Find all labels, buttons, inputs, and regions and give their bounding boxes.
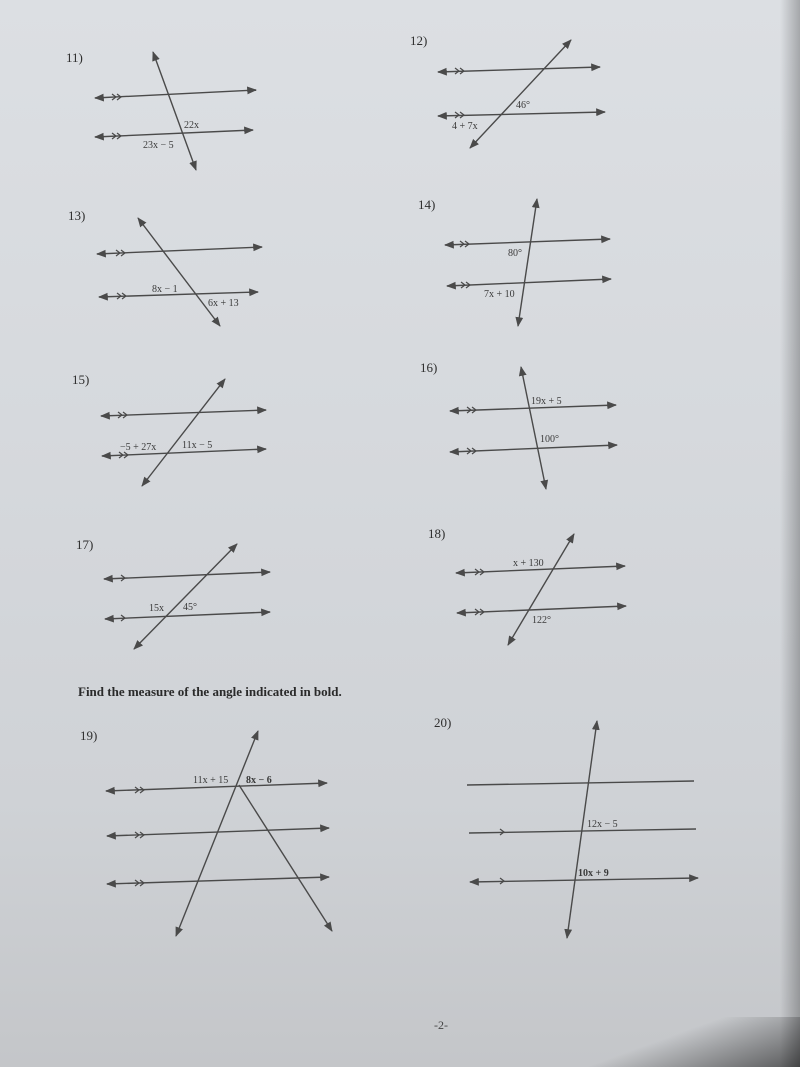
transversal <box>134 544 237 649</box>
transversal <box>138 218 220 326</box>
diagram-15 <box>72 372 266 486</box>
angle-label: 11x − 5 <box>182 440 213 451</box>
transversal <box>142 379 225 486</box>
angle-label: 7x + 10 <box>484 289 515 300</box>
problem-number: 15) <box>72 372 90 387</box>
transversal <box>518 199 537 326</box>
angle-label: 11x + 15 <box>193 775 229 786</box>
angle-label: 4 + 7x <box>452 121 478 132</box>
transversal <box>239 785 332 931</box>
angle-label-bold: 8x − 6 <box>246 775 272 786</box>
diagram-14 <box>418 197 611 326</box>
parallel-line <box>101 410 266 416</box>
problem-number: 14) <box>418 197 436 212</box>
page-number: -2- <box>434 1018 448 1032</box>
angle-label: 45° <box>183 602 197 613</box>
angle-label: 19x + 5 <box>531 396 562 407</box>
diagram-20 <box>434 715 698 938</box>
diagram-19 <box>80 728 332 936</box>
diagram-12 <box>410 33 605 148</box>
parallel-line <box>447 279 611 286</box>
problem-number: 20) <box>434 715 452 730</box>
parallel-line <box>95 90 256 98</box>
problem-number: 16) <box>420 360 438 375</box>
angle-label: 15x <box>149 603 164 614</box>
angle-label: 80° <box>508 248 522 259</box>
angle-label: 12x − 5 <box>587 819 618 830</box>
transversal <box>153 52 196 170</box>
angle-label-bold: 10x + 9 <box>578 868 609 879</box>
angle-label: 46° <box>516 100 530 111</box>
problem-number: 18) <box>428 526 446 541</box>
parallel-line <box>105 612 270 619</box>
diagram-18 <box>428 526 626 645</box>
parallel-line <box>95 130 253 137</box>
problem-number: 12) <box>410 33 428 48</box>
angle-label: 6x + 13 <box>208 298 239 309</box>
angle-label: 23x − 5 <box>143 140 174 151</box>
transversal <box>508 534 574 645</box>
angle-label: x + 130 <box>513 558 544 569</box>
diagram-11 <box>66 50 256 170</box>
parallel-line <box>104 572 270 579</box>
instruction-heading: Find the measure of the angle indicated in bold. <box>78 684 342 699</box>
diagram-13 <box>68 208 262 326</box>
problem-number: 13) <box>68 208 86 223</box>
parallel-line <box>457 606 626 613</box>
parallel-line <box>467 781 694 785</box>
diagram-16 <box>420 360 617 489</box>
angle-label: 8x − 1 <box>152 284 178 295</box>
angle-label: 22x <box>184 120 199 131</box>
parallel-line <box>99 292 258 297</box>
problem-number: 11) <box>66 50 83 65</box>
angle-label: 122° <box>532 615 551 626</box>
transversal <box>521 367 546 489</box>
problem-number: 17) <box>76 537 94 552</box>
angle-label: −5 + 27x <box>120 442 157 453</box>
angle-label: 100° <box>540 434 559 445</box>
diagram-17 <box>76 537 270 649</box>
problem-number: 19) <box>80 728 98 743</box>
transversal <box>470 40 571 148</box>
